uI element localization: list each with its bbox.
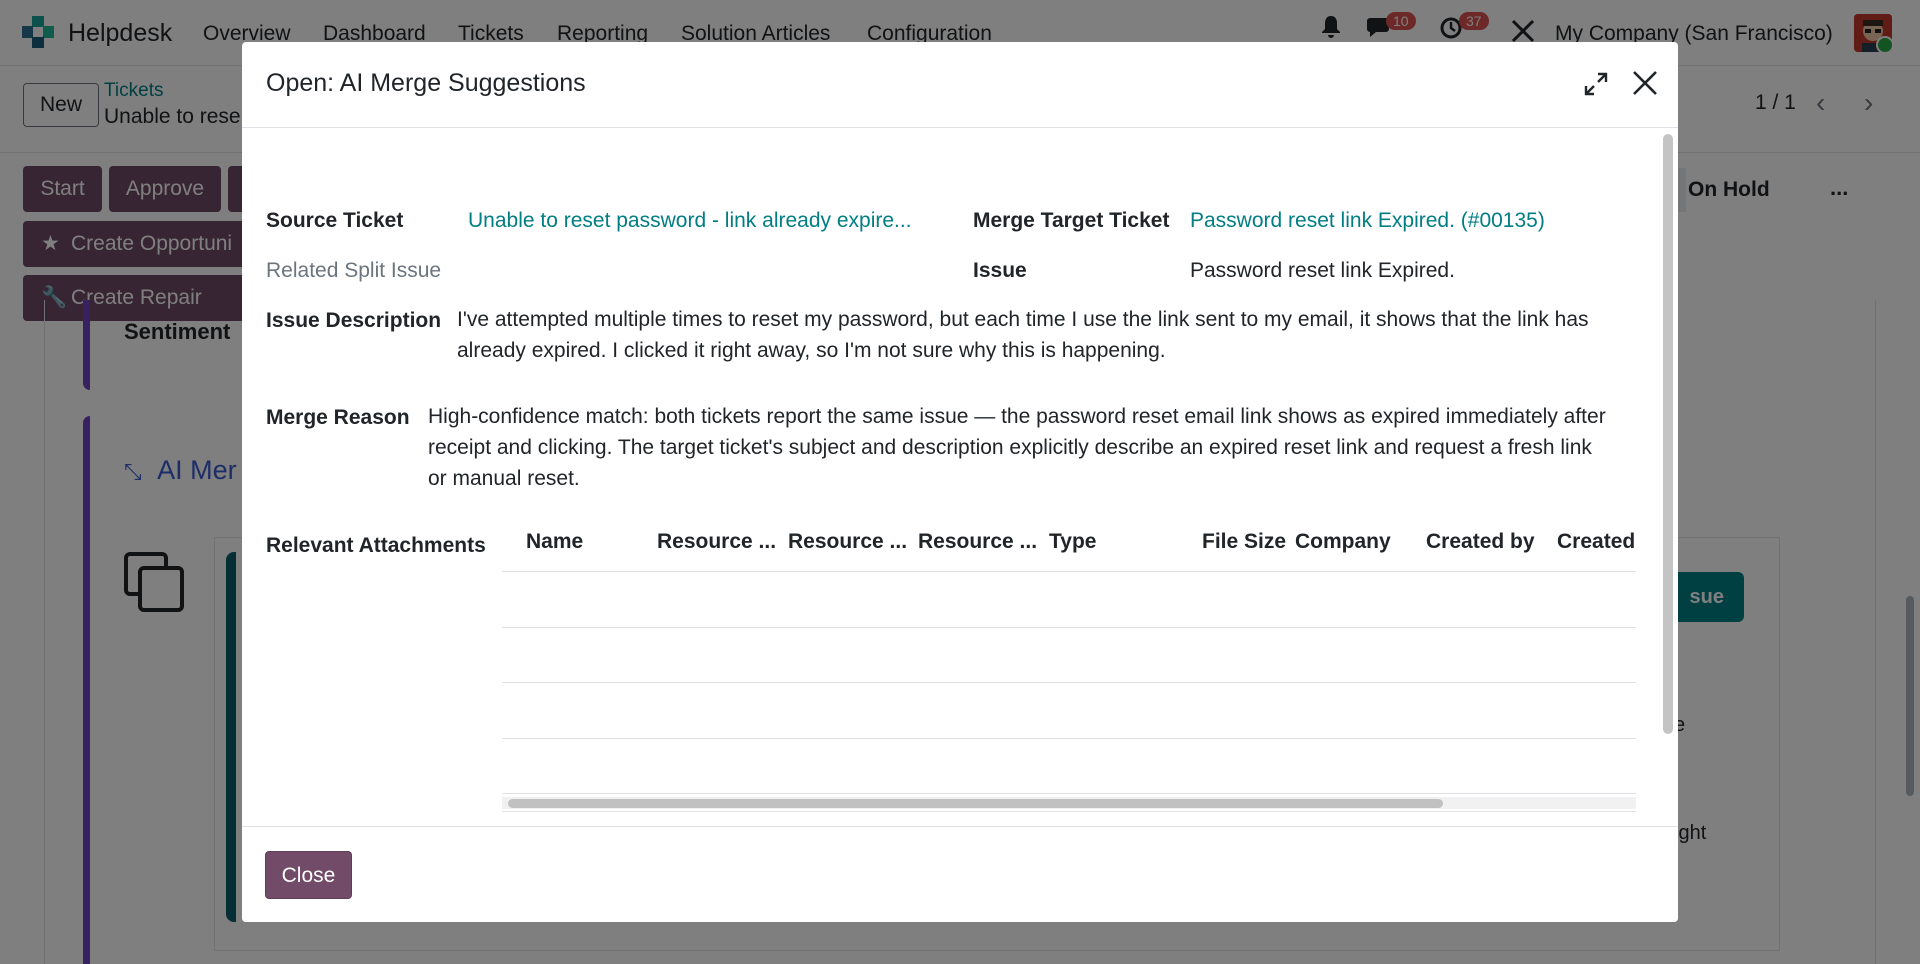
- expand-icon[interactable]: [1584, 72, 1608, 96]
- issue-label: Issue: [973, 259, 1027, 282]
- merge-target-label: Merge Target Ticket: [973, 209, 1170, 232]
- modal-footer: [242, 826, 1678, 922]
- table-bottom-divider: [502, 811, 1636, 812]
- table-row: [502, 627, 1636, 628]
- col-type[interactable]: Type: [1049, 530, 1097, 553]
- close-icon[interactable]: [1630, 68, 1660, 98]
- table-row: [502, 793, 1636, 794]
- col-resource-1[interactable]: Resource ...: [657, 530, 777, 553]
- related-split-issue-label: Related Split Issue: [266, 259, 442, 282]
- col-file-size[interactable]: File Size: [1202, 530, 1287, 553]
- col-created-by[interactable]: Created by: [1426, 530, 1535, 553]
- modal-body: [242, 129, 1658, 869]
- table-scroll-thumb[interactable]: [508, 799, 1443, 808]
- close-button[interactable]: Close: [265, 851, 352, 899]
- merge-target-link[interactable]: Password reset link Expired. (#00135): [1190, 209, 1545, 232]
- merge-reason-label: Merge Reason: [266, 406, 410, 429]
- source-ticket-label: Source Ticket: [266, 209, 404, 232]
- col-name[interactable]: Name: [526, 530, 584, 553]
- merge-reason-value: High-confidence match: both tickets report the same issue — the password reset email link shows as expired immediately after receipt and clicking. The target ticket's subject and description explicitly describe an expired reset link and request a fresh link or manual reset.: [428, 405, 1606, 490]
- col-resource-3[interactable]: Resource ...: [918, 530, 1038, 553]
- ai-merge-suggestion-dialog: [242, 42, 1678, 922]
- col-created[interactable]: Created: [1557, 530, 1636, 553]
- col-resource-2[interactable]: Resource ...: [788, 530, 908, 553]
- issue-description-label: Issue Description: [266, 309, 442, 332]
- source-ticket-link[interactable]: Unable to reset password - link already expire...: [468, 209, 912, 232]
- table-header-divider: [502, 571, 1636, 572]
- issue-value: Password reset link Expired.: [1190, 259, 1455, 282]
- modal-scrollbar[interactable]: [1663, 134, 1673, 734]
- modal-header: [242, 42, 1678, 128]
- table-row: [502, 738, 1636, 739]
- issue-description-value: I've attempted multiple times to reset my password, but each time I use the link sent to my email, it shows that the link has already expired. I clicked it right away, so I'm not sure why this is happening.: [457, 308, 1589, 362]
- modal-title: Open: AI Merge Suggestions: [266, 69, 586, 97]
- relevant-attachments-label: Relevant Attachments: [266, 534, 486, 557]
- table-row: [502, 682, 1636, 683]
- col-company[interactable]: Company: [1295, 530, 1391, 553]
